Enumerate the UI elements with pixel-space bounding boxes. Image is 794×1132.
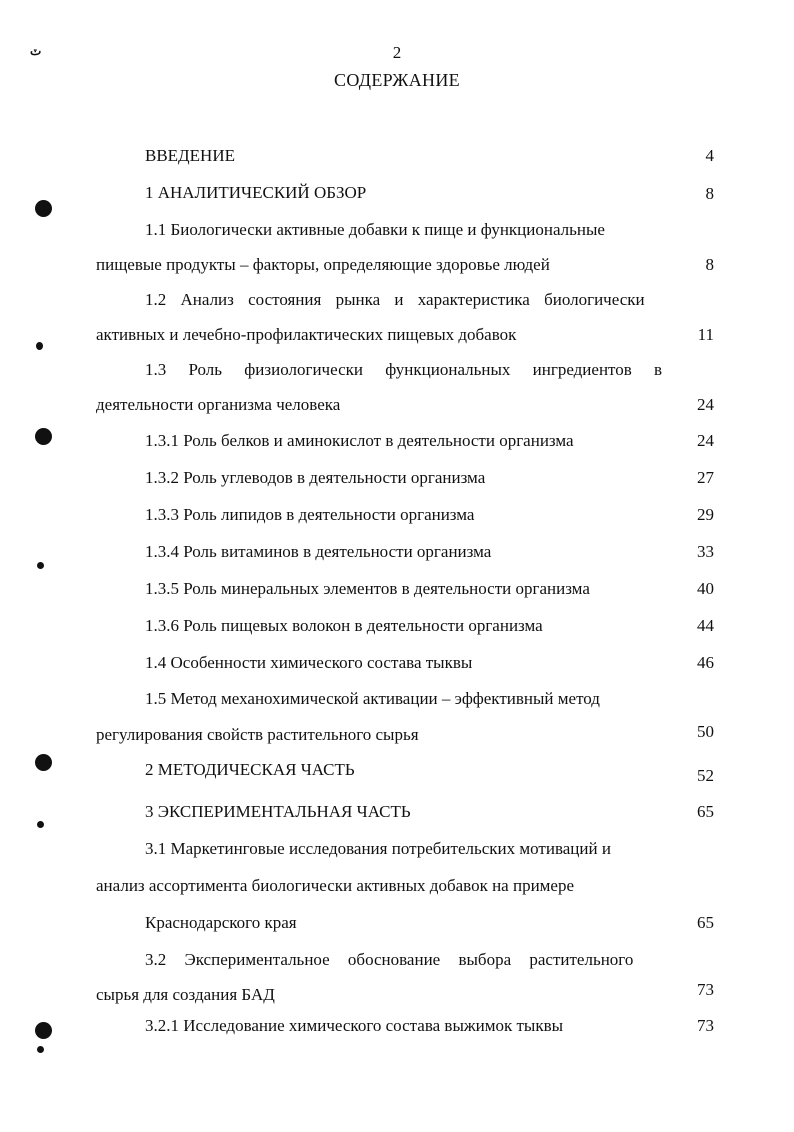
- toc-entry-page: 29: [697, 505, 714, 524]
- margin-dot-mark: [37, 821, 44, 828]
- toc-entry-text: 1.3.3 Роль липидов в деятельности организма: [145, 505, 475, 524]
- toc-entry-text: 1.5 Метод механохимической активации – эффективный метод: [145, 689, 600, 708]
- toc-entry-text-continued: Краснодарского края: [145, 913, 297, 932]
- binding-hole-mark: [35, 428, 52, 445]
- toc-entry-page: 73: [697, 980, 714, 999]
- toc-entry-page: 50: [697, 722, 714, 741]
- toc-entry-text: 3.2.1 Исследование химического состава выжимок тыквы: [145, 1016, 564, 1035]
- margin-glyph: ٽ: [30, 44, 42, 58]
- toc-entry-text: 1.3.6 Роль пищевых волокон в деятельности организма: [145, 616, 543, 635]
- toc-entry-page: 73: [697, 1016, 714, 1035]
- toc-entry-text: 1.3.1 Роль белков и аминокислот в деятельности организма: [145, 431, 574, 450]
- toc-entry-page: 24: [697, 431, 714, 450]
- toc-entry-text: 1.1 Биологически активные добавки к пище и функциональные: [145, 220, 605, 239]
- toc-entry-page: 52: [697, 766, 714, 785]
- toc-entry-text: 3.1 Маркетинговые исследования потребительских мотиваций и: [145, 839, 611, 858]
- binding-hole-mark: [35, 754, 52, 771]
- toc-entry-text-continued: регулирования свойств растительного сырья: [96, 725, 419, 744]
- toc-entry-page: 4: [705, 146, 714, 165]
- toc-entry-text-continued: сырья для создания БАД: [96, 985, 275, 1004]
- binding-hole-mark: [35, 1022, 52, 1039]
- toc-entry-text-continued: пищевые продукты – факторы, определяющие здоровье людей: [96, 255, 550, 274]
- toc-entry-text: ВВЕДЕНИЕ: [145, 146, 235, 165]
- toc-entry-text: 1 АНАЛИТИЧЕСКИЙ ОБЗОР: [145, 183, 367, 202]
- margin-dot-mark: [37, 562, 44, 569]
- toc-entry-text: 1.3.4 Роль витаминов в деятельности организма: [145, 542, 492, 561]
- toc-entry-text: 3 ЭКСПЕРИМЕНТАЛЬНАЯ ЧАСТЬ: [145, 802, 411, 821]
- toc-entry-page: 8: [705, 255, 714, 274]
- margin-dot-mark: [37, 1046, 44, 1053]
- toc-entry-page: 40: [697, 579, 714, 598]
- toc-entry-page: 27: [697, 468, 714, 487]
- binding-hole-mark: [35, 200, 52, 217]
- toc-entry-page: 33: [697, 542, 714, 561]
- page-number: 2: [392, 43, 402, 62]
- toc-entry-text: 1.3.2 Роль углеводов в деятельности организма: [145, 468, 486, 487]
- toc-entry-page: 65: [697, 913, 714, 932]
- toc-entry-text: 1.2 Анализ состояния рынка и характеристика биологически: [145, 290, 645, 309]
- toc-entry-text: 1.3.5 Роль минеральных элементов в деятельности организма: [145, 579, 590, 598]
- toc-entry-text-continued: анализ ассортимента биологически активных добавок на примере: [96, 876, 575, 895]
- toc-entry-text: 1.3 Роль физиологически функциональных ингредиентов в: [145, 360, 663, 379]
- toc-entry-text-continued: активных и лечебно-профилактических пищевых добавок: [96, 325, 517, 344]
- margin-dot-mark: [36, 342, 43, 350]
- toc-entry-page: 8: [705, 184, 714, 203]
- page-title: СОДЕРЖАНИЕ: [334, 70, 460, 90]
- toc-entry-page: 11: [697, 325, 714, 344]
- toc-entry-text-continued: деятельности организма человека: [96, 395, 341, 414]
- toc-entry-page: 44: [697, 616, 714, 635]
- toc-entry-text: 2 МЕТОДИЧЕСКАЯ ЧАСТЬ: [145, 760, 355, 779]
- toc-entry-text: 1.4 Особенности химического состава тыквы: [145, 653, 473, 672]
- toc-entry-text: 3.2 Экспериментальное обоснование выбора растительного: [145, 950, 634, 969]
- toc-entry-page: 46: [697, 653, 714, 672]
- toc-entry-page: 24: [697, 395, 714, 414]
- toc-entry-page: 65: [697, 802, 714, 821]
